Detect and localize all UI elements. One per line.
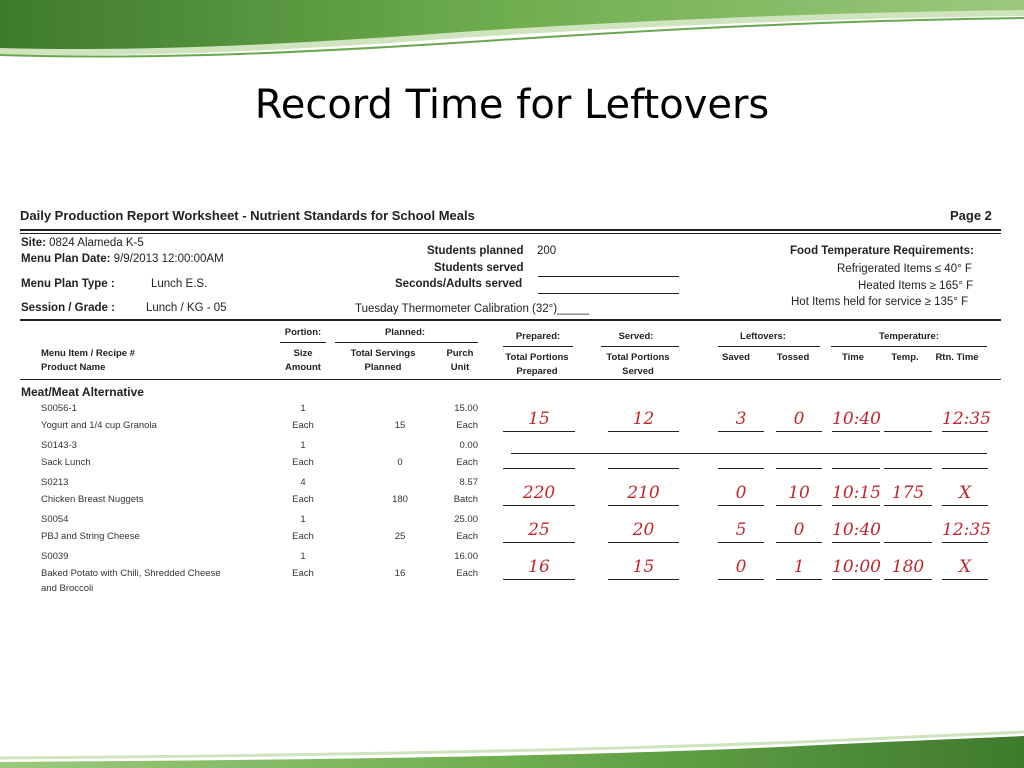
entry-line [832,431,880,432]
page-number: Page 2 [950,208,992,223]
entry-line [942,579,988,580]
entry-line [503,505,575,506]
menu-type-label: Menu Plan Type : [21,278,115,290]
purch-amount: 8.57 [459,477,478,488]
section-heading: Meat/Meat Alternative [21,385,144,399]
menu-date-value: 9/9/2013 12:00:00AM [113,253,224,265]
entry-line [884,468,932,469]
size-number: 1 [300,551,306,562]
handwritten-tossed: 1 [793,557,805,577]
col-served: Total Portions Served [606,352,670,377]
col-size: Size Amount [285,348,321,373]
purch-amount: 0.00 [459,440,478,451]
entry-line [503,542,575,543]
entry-line [884,505,932,506]
recipe-number: S0039 [41,551,69,562]
handwritten-time: 10:40 [832,409,881,429]
recipe-number: S0213 [41,477,69,488]
group-served: Served: [618,331,654,342]
group-temperature: Temperature: [878,331,939,342]
total-servings: 25 [394,531,406,542]
total-servings: 15 [394,420,406,431]
entry-line [608,505,679,506]
handwritten-served: 15 [632,557,655,577]
top-decorative-band [0,0,1024,70]
purch-amount: 15.00 [454,403,478,414]
site-value: 0824 Alameda K-5 [49,237,144,249]
entry-line [608,431,679,432]
handwritten-prepared: 220 [522,483,556,503]
bottom-decorative-band [0,718,1024,768]
handwritten-rtn: 12:35 [942,409,991,429]
entry-line [832,505,880,506]
session-label: Session / Grade : [21,302,115,314]
group-prepared: Prepared: [515,331,561,342]
product-name: Yogurt and 1/4 cup Granola [41,420,157,431]
purch-unit: Each [456,531,478,542]
entry-line [942,505,988,506]
recipe-number: S0056-1 [41,403,77,414]
col-purch: Purch Unit [446,348,474,373]
size-number: 1 [300,403,306,414]
purch-unit: Each [456,568,478,579]
handwritten-saved: 5 [735,520,747,540]
entry-line [832,468,880,469]
students-planned-label: Students planned [427,245,524,257]
product-name-cont: and Broccoli [41,583,94,594]
handwritten-saved: 3 [735,409,747,429]
col-menu-item: Menu Item / Recipe # Product Name [41,348,135,373]
entry-line [718,468,764,469]
entry-line [718,579,764,580]
recipe-number: S0143-3 [41,440,77,451]
size-unit: Each [292,420,314,431]
col-time: Time [841,352,864,363]
total-servings: 0 [397,457,403,468]
entry-line [776,431,822,432]
menu-type-value: Lunch E.S. [151,278,208,290]
col-temp: Temp. [891,352,919,363]
entry-line [718,542,764,543]
entry-line [884,431,932,432]
heated-requirement: Heated Items ≥ 165° F [858,280,974,292]
group-planned: Planned: [384,327,426,338]
handwritten-time: 10:40 [832,520,881,540]
table-header-rule [20,379,1001,380]
refrigerated-requirement: Refrigerated Items ≤ 40° F [837,263,972,275]
size-unit: Each [292,457,314,468]
entry-line [776,505,822,506]
entry-line [718,505,764,506]
entry-line [832,579,880,580]
product-name: Chicken Breast Nuggets [41,494,144,505]
handwritten-time: 10:15 [832,483,881,503]
handwritten-tossed: 0 [793,409,805,429]
students-served-label: Students served [434,262,524,274]
handwritten-prepared: 15 [528,409,550,429]
handwritten-time: 10:00 [832,557,881,577]
handwritten-saved: 0 [735,557,747,577]
size-number: 1 [300,440,306,451]
size-number: 4 [300,477,306,488]
handwritten-rtn: X [958,483,972,503]
product-name: Baked Potato with Chili, Shredded Cheese [41,568,221,579]
hot-held-requirement: Hot Items held for service ≥ 135° F [791,296,969,308]
header-rule [20,229,1001,231]
entry-line [503,431,575,432]
purch-amount: 16.00 [454,551,478,562]
entry-line [942,542,988,543]
seconds-served-blank [538,293,679,294]
entry-line [503,579,575,580]
entry-line [832,542,880,543]
strike-line [511,453,987,454]
students-served-blank [538,276,679,277]
size-unit: Each [292,494,314,505]
size-number: 1 [300,514,306,525]
total-servings: 180 [392,494,408,505]
purch-unit: Each [456,457,478,468]
size-unit: Each [292,531,314,542]
header-rule-thin [20,233,1001,234]
seconds-served-label: Seconds/Adults served [395,278,523,290]
handwritten-served: 12 [632,409,655,429]
table-top-rule [20,319,1001,321]
entry-line [608,579,679,580]
slide-title: Record Time for Leftovers [254,82,770,128]
handwritten-tossed: 10 [788,483,810,503]
recipe-number: S0054 [41,514,69,525]
handwritten-served: 20 [632,520,655,540]
handwritten-tossed: 0 [793,520,805,540]
col-servings: Total Servings Planned [350,348,416,373]
entry-line [942,468,988,469]
handwritten-served: 210 [627,483,660,503]
handwritten-temp: 180 [891,557,925,577]
entry-line [503,468,575,469]
purch-amount: 25.00 [454,514,478,525]
entry-line [718,431,764,432]
total-servings: 16 [394,568,406,579]
entry-line [608,468,679,469]
session-value: Lunch / KG - 05 [146,302,227,314]
entry-line [776,468,822,469]
handwritten-temp: 175 [891,483,925,503]
entry-line [776,542,822,543]
handwritten-saved: 0 [735,483,747,503]
site-label: Site: [21,237,46,249]
col-prepared: Total Portions Prepared [505,352,569,377]
purch-unit: Batch [453,494,478,505]
purch-unit: Each [456,420,478,431]
group-portion: Portion: [284,327,322,338]
handwritten-prepared: 16 [528,557,550,577]
report-title: Daily Production Report Worksheet - Nutrient Standards for School Meals [20,208,475,223]
col-tossed: Tossed [776,352,810,363]
menu-date-label: Menu Plan Date: [21,253,111,265]
col-saved: Saved [722,352,750,363]
entry-line [884,579,932,580]
entry-line [884,542,932,543]
product-name: Sack Lunch [41,457,91,468]
thermometer-calibration: Tuesday Thermometer Calibration (32°)_____ [355,303,590,315]
entry-line [942,431,988,432]
entry-line [608,542,679,543]
size-unit: Each [292,568,314,579]
entry-line [776,579,822,580]
group-leftovers: Leftovers: [740,331,786,342]
food-temp-title: Food Temperature Requirements: [790,245,974,257]
students-planned-value: 200 [537,245,557,257]
col-rtn-time: Rtn. Time [935,352,979,363]
product-name: PBJ and String Cheese [41,531,140,542]
handwritten-rtn: X [958,557,972,577]
handwritten-rtn: 12:35 [942,520,991,540]
handwritten-prepared: 25 [528,520,550,540]
